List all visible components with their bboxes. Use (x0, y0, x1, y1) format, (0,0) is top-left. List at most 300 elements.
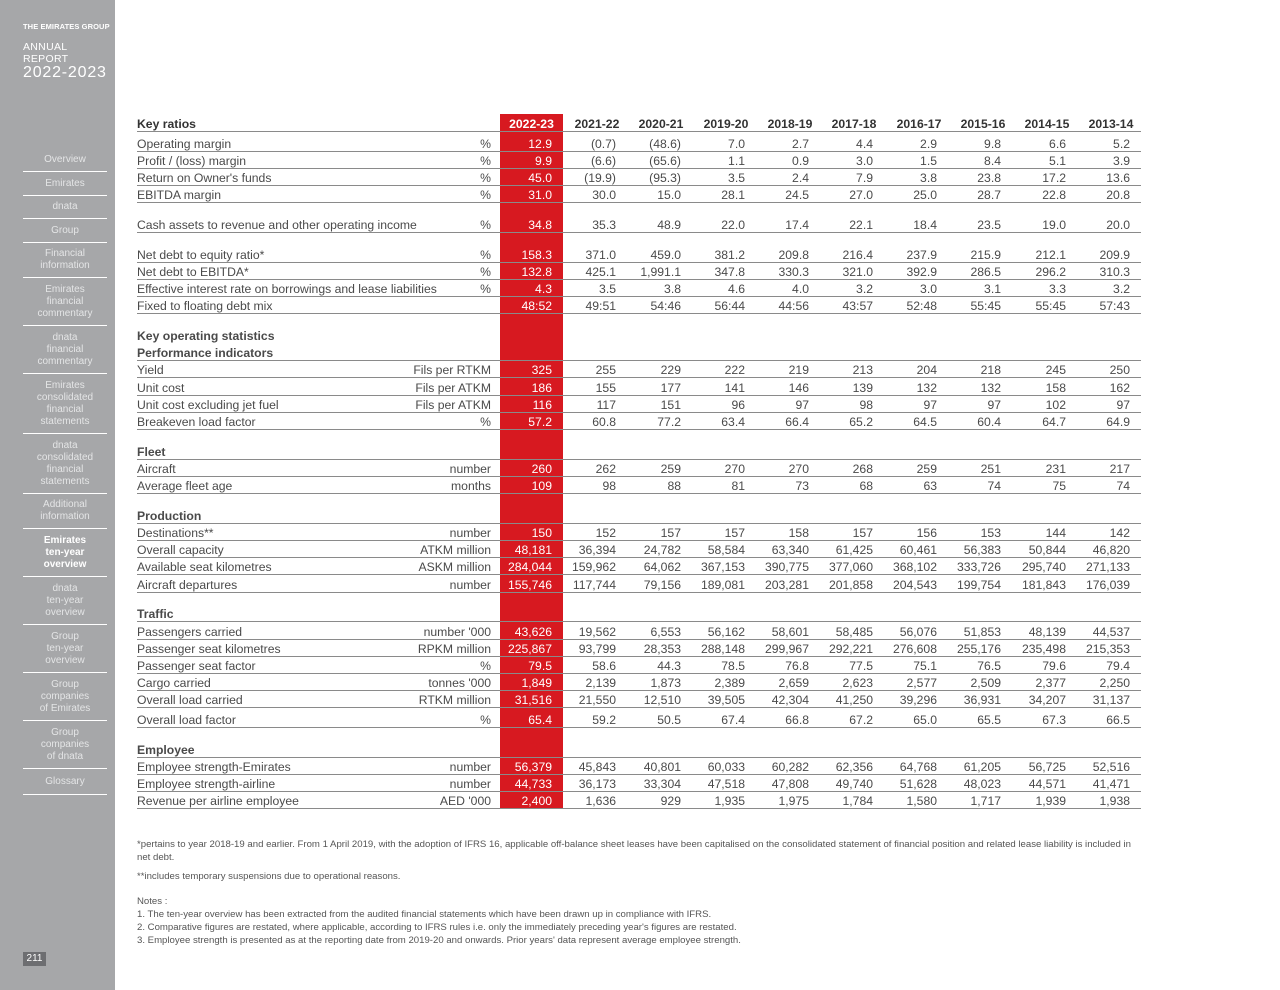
cell-2020-21: 79,156 (643, 578, 681, 592)
cell-2017-18: 377,060 (828, 560, 873, 574)
cell-2014-15: 48,139 (1028, 625, 1066, 639)
cell-2016-17: 259 (916, 462, 937, 476)
cell-2019-20: 4.6 (728, 282, 745, 296)
cell-2013-14: 31,137 (1092, 693, 1130, 707)
cell-2013-14: 3.9 (1113, 154, 1130, 168)
cell-2013-14: 142 (1109, 526, 1130, 540)
cell-2014-15: 64.7 (1042, 415, 1066, 429)
report-brand (23, 22, 115, 81)
cell-2018-19: 270 (788, 462, 809, 476)
cell-2015-16: 8.4 (984, 154, 1001, 168)
cell-2018-19: 42,304 (771, 693, 809, 707)
cell-2016-17: 63 (923, 479, 937, 493)
cell-2021-22: 58.6 (592, 659, 616, 673)
cell-2021-22: 2,139 (585, 676, 616, 690)
cell-2018-19: 73 (795, 479, 809, 493)
cell-2015-16: 1,717 (970, 794, 1001, 808)
cell-2018-19: 97 (795, 398, 809, 412)
cell-2013-14: 97 (1116, 398, 1130, 412)
nav-item-dnata[interactable] (23, 196, 107, 219)
cell-2015-16: 132 (980, 381, 1001, 395)
cell-2020-21: 28,353 (643, 642, 681, 656)
cell-2013-14: 66.5 (1106, 713, 1130, 727)
cell-2022-23: 12.9 (528, 137, 552, 151)
cell-2013-14: 5.2 (1113, 137, 1130, 151)
cell-2014-15: 19.0 (1042, 218, 1066, 232)
table-row (137, 245, 1141, 263)
notes-title: Notes : (137, 896, 168, 907)
row-label: Yield (137, 363, 164, 377)
cell-2020-21: (95.3) (649, 171, 681, 185)
cell-2015-16: 23.5 (977, 218, 1001, 232)
cell-2021-22: 21,550 (578, 693, 616, 707)
cell-2021-22: 98 (602, 479, 616, 493)
row-unit: RTKM million (418, 693, 491, 707)
cell-2018-19: 330.3 (778, 265, 809, 279)
group-name: THE EMIRATES GROUP (23, 22, 110, 31)
cell-2022-23: 44,733 (514, 777, 552, 791)
cell-2021-22: (19.9) (584, 171, 616, 185)
row-label: Employee strength-airline (137, 777, 276, 791)
cell-2019-20: 7.0 (728, 137, 745, 151)
cell-2014-15: 56,725 (1028, 760, 1066, 774)
row-label: Aircraft (137, 462, 176, 476)
cell-2014-15: 22.8 (1042, 188, 1066, 202)
cell-2021-22: 30.0 (592, 188, 616, 202)
row-label: EBITDA margin (137, 188, 221, 202)
cell-2020-21: 151 (660, 398, 681, 412)
table-row (137, 791, 1141, 809)
nav-item-additional-information[interactable] (23, 494, 107, 529)
section-label: Production (137, 509, 202, 523)
cell-2015-16: 255,176 (956, 642, 1001, 656)
table-row (137, 710, 1141, 728)
table-row (137, 690, 1141, 708)
nav-item-group-ten-year-overview[interactable] (23, 625, 107, 673)
cell-2019-20: 1,935 (714, 794, 745, 808)
row-label: Passenger seat kilometres (137, 642, 281, 656)
cell-2015-16: 51,853 (963, 625, 1001, 639)
table-row (137, 639, 1141, 657)
cell-2016-17: 60,461 (899, 543, 937, 557)
cell-2022-23: 284,044 (507, 560, 552, 574)
table-row (137, 378, 1141, 396)
row-label: Aircraft departures (137, 578, 238, 592)
section-label: Key operating statistics (137, 329, 275, 343)
cell-2021-22: 371.0 (585, 248, 616, 262)
nav-item-dnata-consolidated-financial-statements[interactable] (23, 434, 107, 494)
nav-item-emirates-consolidated-financial-statements[interactable] (23, 374, 107, 434)
nav-item-label: Group ten-year overview (45, 630, 85, 666)
table-row (137, 757, 1141, 775)
cell-2019-20: 141 (724, 381, 745, 395)
cell-2020-21: 54:46 (650, 299, 681, 313)
row-label: Overall load carried (137, 693, 243, 707)
row-label: Return on Owner's funds (137, 171, 272, 185)
cell-2022-23: 45.0 (528, 171, 552, 185)
cell-2017-18: 139 (852, 381, 873, 395)
cell-2019-20: 39,505 (707, 693, 745, 707)
cell-2022-23: 132.8 (521, 265, 552, 279)
cell-2020-21: (65.6) (649, 154, 681, 168)
row-unit: number (449, 462, 491, 476)
row-label: Overall capacity (137, 543, 224, 557)
table-row (137, 360, 1141, 378)
cell-2017-18: 43:57 (842, 299, 873, 313)
table-row (137, 168, 1141, 186)
nav-item-group-companies-ofdnata[interactable] (23, 721, 107, 769)
year-header-2016-17: 2016-17 (896, 117, 942, 131)
cell-2022-23: 4.3 (535, 282, 552, 296)
cell-2013-14: 46,820 (1092, 543, 1130, 557)
table-row (137, 395, 1141, 413)
cell-2017-18: 2,623 (842, 676, 873, 690)
cell-2022-23: 57.2 (528, 415, 552, 429)
cell-2016-17: 2.9 (920, 137, 937, 151)
nav-item-overview[interactable] (23, 148, 107, 172)
row-unit: number (449, 578, 491, 592)
cell-2013-14: 57:43 (1099, 299, 1130, 313)
cell-2020-21: 929 (660, 794, 681, 808)
cell-2013-14: 79.4 (1106, 659, 1130, 673)
cell-2017-18: 3.0 (856, 154, 873, 168)
cell-2013-14: 3.2 (1113, 282, 1130, 296)
cell-2013-14: 176,039 (1085, 578, 1130, 592)
cell-2016-17: 204 (916, 363, 937, 377)
nav-item-emirates-ten-year-overview[interactable] (23, 529, 107, 577)
cell-2017-18: 1,784 (842, 794, 873, 808)
cell-2020-21: 40,801 (643, 760, 681, 774)
cell-2015-16: 55:45 (970, 299, 1001, 313)
cell-2016-17: 97 (923, 398, 937, 412)
table-row (137, 412, 1141, 430)
cell-2017-18: 98 (859, 398, 873, 412)
cell-2016-17: 25.0 (913, 188, 937, 202)
table-row (137, 215, 1141, 233)
cell-2016-17: 65.0 (913, 713, 937, 727)
cell-2019-20: 1.1 (728, 154, 745, 168)
row-unit: % (480, 415, 491, 429)
cell-2017-18: 4.4 (856, 137, 873, 151)
nav-item-label: Group companies of Emirates (39, 678, 91, 714)
cell-2016-17: 392.9 (906, 265, 937, 279)
cell-2019-20: 347.8 (714, 265, 745, 279)
cell-2021-22: 59.2 (592, 713, 616, 727)
cell-2022-23: 65.4 (528, 713, 552, 727)
cell-2020-21: 1,873 (650, 676, 681, 690)
row-label: Passengers carried (137, 625, 242, 639)
cell-2018-19: 0.9 (792, 154, 809, 168)
cell-2013-14: 20.8 (1106, 188, 1130, 202)
cell-2021-22: 19,562 (578, 625, 616, 639)
cell-2022-23: 34.8 (528, 218, 552, 232)
cell-2015-16: 28.7 (977, 188, 1001, 202)
cell-2022-23: 48,181 (514, 543, 552, 557)
cell-2022-23: 116 (532, 398, 552, 412)
note-1: 1. The ten-year overview has been extracted from the audited financial statements which have been drawn up in compliance with IFRS. (137, 909, 712, 920)
cell-2016-17: 56,076 (899, 625, 937, 639)
cell-2018-19: 299,967 (764, 642, 809, 656)
cell-2016-17: 18.4 (913, 218, 937, 232)
nav-item-label: Emirates (45, 177, 85, 189)
cell-2022-23: 158.3 (521, 248, 552, 262)
cell-2014-15: 50,844 (1028, 543, 1066, 557)
cell-2017-18: 68 (859, 479, 873, 493)
year-header-2015-16: 2015-16 (960, 117, 1006, 131)
row-unit: months (451, 479, 491, 493)
section-label: Employee (137, 743, 195, 757)
nav-item-label: Additional information (40, 499, 90, 522)
cell-2022-23: 155,746 (507, 578, 552, 592)
cell-2020-21: 12,510 (643, 693, 681, 707)
row-unit: number (449, 777, 491, 791)
row-unit: % (480, 282, 491, 296)
cell-2016-17: 39,296 (899, 693, 937, 707)
cell-2013-14: 74 (1116, 479, 1130, 493)
cell-2018-19: 219 (788, 363, 809, 377)
row-unit: number '000 (423, 625, 491, 639)
cell-2022-23: 31.0 (528, 188, 552, 202)
cell-2016-17: 204,543 (892, 578, 937, 592)
nav-item-label: dnata consolidated financial statements (36, 439, 94, 487)
cell-2021-22: 36,394 (578, 543, 616, 557)
nav-item-group[interactable] (23, 219, 107, 243)
cell-2018-19: 209.8 (778, 248, 809, 262)
section-label: Traffic (137, 607, 174, 621)
nav-item-dnata-financial-commentary[interactable] (23, 326, 107, 374)
cell-2017-18: 41,250 (835, 693, 873, 707)
cell-2021-22: 425.1 (585, 265, 616, 279)
row-unit: ATKM million (420, 543, 491, 557)
section-heading (137, 740, 1141, 758)
table-row (137, 622, 1141, 640)
cell-2020-21: 157 (660, 526, 681, 540)
cell-2019-20: 189,081 (700, 578, 745, 592)
cell-2014-15: 296.2 (1035, 265, 1066, 279)
cell-2014-15: 75 (1052, 479, 1066, 493)
cell-2020-21: 33,304 (643, 777, 681, 791)
nav-item-glossary[interactable] (23, 769, 107, 795)
cell-2020-21: 3.8 (664, 282, 681, 296)
table-row (137, 540, 1141, 558)
row-unit: % (480, 188, 491, 202)
cell-2013-14: 310.3 (1099, 265, 1130, 279)
cell-2016-17: 3.8 (920, 171, 937, 185)
cell-2022-23: 109 (531, 479, 552, 493)
cell-2016-17: 52:48 (906, 299, 937, 313)
cell-2021-22: 152 (595, 526, 616, 540)
nav-item-label: dnata (52, 201, 78, 212)
cell-2017-18: 7.9 (856, 171, 873, 185)
cell-2015-16: 60.4 (977, 415, 1001, 429)
cell-2014-15: 231 (1045, 462, 1066, 476)
cell-2013-14: 52,516 (1092, 760, 1130, 774)
nav-item-financial-information[interactable] (23, 243, 107, 278)
cell-2014-15: 3.3 (1049, 282, 1066, 296)
cell-2018-19: 203,281 (764, 578, 809, 592)
cell-2018-19: 390,775 (764, 560, 809, 574)
nav-item-label: Group companies of dnata (40, 726, 90, 762)
row-unit: ASKM million (418, 560, 491, 574)
cell-2020-21: 1,991.1 (640, 265, 681, 279)
cell-2022-23: 43,626 (514, 625, 552, 639)
footnote-1: *pertains to year 2018-19 and earlier. From 1 April 2019, with the adoption of IFRS 16, applicable off-balance sheet leases have been capitalised on the consolidated statement of financial position and related lease liability is included in net debt. (137, 839, 1131, 863)
cell-2017-18: 268 (852, 462, 873, 476)
cell-2020-21: 77.2 (657, 415, 681, 429)
row-label: Unit cost excluding jet fuel (137, 398, 279, 412)
sidebar (0, 0, 115, 990)
year-header-2021-22: 2021-22 (574, 117, 620, 131)
cell-2013-14: 13.6 (1106, 171, 1130, 185)
footnote-2: **includes temporary suspensions due to operational reasons. (137, 871, 401, 882)
cell-2021-22: 45,843 (578, 760, 616, 774)
cell-2020-21: 88 (667, 479, 681, 493)
cell-2017-18: 67.2 (849, 713, 873, 727)
nav-item-group-companies-ofemirates[interactable] (23, 673, 107, 721)
cell-2022-23: 150 (531, 526, 552, 540)
year-header-2018-19: 2018-19 (767, 117, 813, 131)
nav-item-label: dnata financial commentary (37, 331, 93, 367)
nav-item-label: Emirates ten-year overview (43, 534, 87, 570)
cell-2015-16: 97 (987, 398, 1001, 412)
cell-2016-17: 2,577 (906, 676, 937, 690)
table-row (137, 774, 1141, 792)
cell-2015-16: 251 (980, 462, 1001, 476)
row-label: Employee strength-Emirates (137, 760, 291, 774)
note-2: 2. Comparative figures are restated, where applicable, according to IFRS rules i.e. only the immediately preceding year's figures are restated. (137, 922, 737, 933)
cell-2019-20: 81 (731, 479, 745, 493)
section-heading (137, 506, 1141, 524)
row-label: Breakeven load factor (137, 415, 256, 429)
nav-item-emirates-financial-commentary[interactable] (23, 278, 107, 326)
row-unit: tonnes '000 (428, 676, 491, 690)
cell-2017-18: 213 (852, 363, 873, 377)
cell-2015-16: 23.8 (977, 171, 1001, 185)
cell-2013-14: 64.9 (1106, 415, 1130, 429)
cell-2019-20: 22.0 (721, 218, 745, 232)
cell-2022-23: 48:52 (521, 299, 552, 313)
cell-2019-20: 157 (724, 526, 745, 540)
cell-2019-20: 28.1 (721, 188, 745, 202)
table-row (137, 575, 1141, 593)
year-header-2013-14: 2013-14 (1088, 117, 1134, 131)
cell-2016-17: 156 (916, 526, 937, 540)
row-label: Destinations** (137, 526, 214, 540)
row-label: Net debt to EBITDA* (137, 265, 249, 279)
cell-2019-20: 78.5 (721, 659, 745, 673)
cell-2014-15: 6.6 (1049, 137, 1066, 151)
cell-2020-21: 24,782 (643, 543, 681, 557)
row-label: Profit / (loss) margin (137, 154, 247, 168)
row-label: Revenue per airline employee (137, 794, 299, 808)
nav-item-label: Emirates financial commentary (37, 283, 93, 319)
section-heading (137, 604, 1141, 622)
cell-2016-17: 1,580 (906, 794, 937, 808)
nav-item-label: dnata ten-year overview (45, 582, 85, 618)
cell-2020-21: 229 (660, 363, 681, 377)
year-header-2014-15: 2014-15 (1024, 117, 1070, 131)
notes (137, 838, 1141, 947)
cell-2021-22: 117 (596, 398, 616, 412)
cell-2016-17: 276,608 (892, 642, 937, 656)
cell-2013-14: 250 (1109, 363, 1130, 377)
row-label: Cargo carried (137, 676, 211, 690)
cell-2018-19: 44:56 (778, 299, 809, 313)
cell-2014-15: 2,377 (1035, 676, 1066, 690)
table-row (137, 279, 1141, 297)
cell-2019-20: 222 (724, 363, 745, 377)
row-label: Overall load factor (137, 713, 236, 727)
cell-2022-23: 325 (531, 363, 552, 377)
report-title: ANNUAL REPORT (23, 41, 69, 65)
cell-2020-21: (48.6) (649, 137, 681, 151)
cell-2014-15: 102 (1045, 398, 1066, 412)
cell-2021-22: 93,799 (578, 642, 616, 656)
cell-2019-20: 56:44 (714, 299, 745, 313)
cell-2019-20: 56,162 (707, 625, 745, 639)
row-label: Available seat kilometres (137, 560, 272, 574)
row-label: Average fleet age (137, 479, 233, 493)
note-3: 3. Employee strength is presented as at the reporting date from 2019-20 and onwards. Prior years' data represent average employee strength. (137, 935, 741, 946)
cell-2013-14: 209.9 (1099, 248, 1130, 262)
row-unit: % (480, 265, 491, 279)
cell-2019-20: 58,584 (707, 543, 745, 557)
cell-2017-18: 201,858 (828, 578, 873, 592)
cell-2014-15: 295,740 (1021, 560, 1066, 574)
cell-2019-20: 60,033 (707, 760, 745, 774)
header-label: Key ratios (137, 117, 196, 131)
cell-2013-14: 2,250 (1099, 676, 1130, 690)
nav-item-emirates[interactable] (23, 172, 107, 196)
cell-2020-21: 259 (660, 462, 681, 476)
row-unit: number (449, 760, 491, 774)
cell-2015-16: 2,509 (970, 676, 1001, 690)
cell-2022-23: 1,849 (521, 676, 552, 690)
cell-2021-22: 1,636 (585, 794, 616, 808)
row-unit: % (480, 218, 491, 232)
row-unit: % (480, 171, 491, 185)
row-unit: RPKM million (417, 642, 491, 656)
cell-2013-14: 1,938 (1099, 794, 1130, 808)
row-label: Net debt to equity ratio* (137, 248, 265, 262)
cell-2014-15: 44,571 (1028, 777, 1066, 791)
cell-2015-16: 215.9 (970, 248, 1001, 262)
row-label: Fixed to floating debt mix (137, 299, 273, 313)
row-unit: AED '000 (439, 794, 491, 808)
cell-2021-22: 117,744 (572, 578, 616, 592)
cell-2014-15: 5.1 (1049, 154, 1066, 168)
table-row (137, 673, 1141, 691)
table-row (137, 656, 1141, 674)
cell-2019-20: 270 (724, 462, 745, 476)
cell-2017-18: 65.2 (849, 415, 873, 429)
row-label: Effective interest rate on borrowings and lease liabilities (137, 282, 437, 296)
year-header-2019-20: 2019-20 (703, 117, 749, 131)
cell-2015-16: 36,931 (963, 693, 1001, 707)
cell-2021-22: 35.3 (592, 218, 616, 232)
nav-item-label: Glossary (45, 775, 85, 787)
cell-2017-18: 22.1 (849, 218, 873, 232)
table-row (137, 262, 1141, 280)
cell-2014-15: 34,207 (1028, 693, 1066, 707)
section-heading (137, 326, 1141, 343)
table-row (137, 296, 1141, 314)
cell-2015-16: 56,383 (963, 543, 1001, 557)
cell-2021-22: 262 (595, 462, 616, 476)
nav-item-dnata-ten-year-overview[interactable] (23, 577, 107, 625)
row-unit: number (449, 526, 491, 540)
row-unit: % (480, 659, 491, 673)
